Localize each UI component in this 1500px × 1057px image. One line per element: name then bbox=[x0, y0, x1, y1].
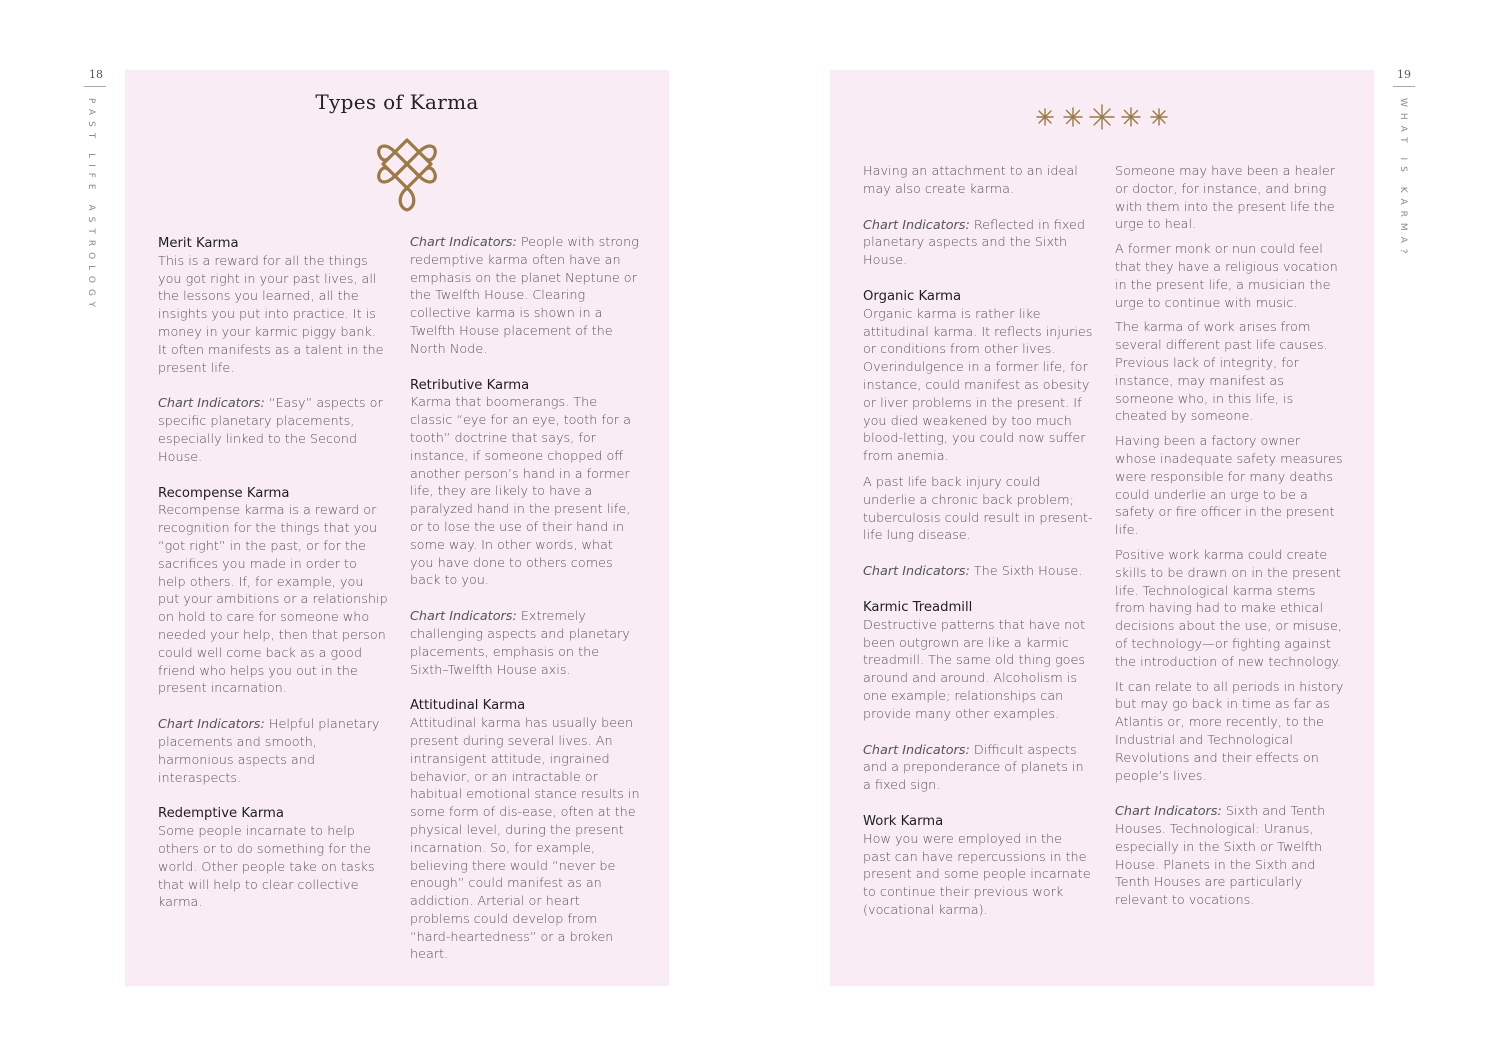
organic-chart-indicators-text: The Sixth House. bbox=[969, 564, 1083, 580]
heading-organic-karma: Organic Karma bbox=[863, 288, 962, 304]
retributive-karma-body: Karma that boomerangs. The classic “eye for an eye, tooth for a tooth” doctrine that says, for instance, if someone chopped off another person’s hand in a former life, they are likely to have a paralyzed hand in the present life, or to lose the use of their hand in some way. In other words, what you have done to others comes back to you. bbox=[410, 395, 631, 589]
recompense-karma-body: Recompense karma is a reward or recognition for the things that you “got right” in the past, or for the sacrifices you made in order to help others. If, for example, you put your ambitions or a relationship on hold to care for someone who needed your help, then that person could well come back as a good friend who helps you out in the present incarnation. bbox=[158, 503, 388, 697]
work-chart-indicators-label: Chart Indicators: bbox=[1115, 804, 1222, 820]
work-chart-indicators-text: Sixth and Tenth Houses. Technological: Uranus, especially in the Sixth or Twelfth House. Planets in the Sixth and Tenth Houses are particularly relevant to vocations. bbox=[1115, 804, 1326, 909]
work-karma-body: How you were employed in the past can have repercussions in the present and some people incarnate to continue their previous work (vocational karma). bbox=[863, 831, 1091, 918]
karmic-treadmill-body: Destructive patterns that have not been outgrown are like a karmic treadmill. The same old thing goes around and around. Alcoholism is one example; relationships can provide many other examples. bbox=[863, 617, 1086, 722]
recompense-chart-indicators-label: Chart Indicators: bbox=[158, 717, 265, 733]
treadmill-chart-indicators-label: Chart Indicators: bbox=[863, 742, 970, 758]
running-head-right: WHAT IS KARMA? bbox=[1398, 98, 1408, 260]
right-column-2 bbox=[1115, 163, 1345, 930]
retributive-chart-indicators-text: Extremely challenging aspects and planetary placements, emphasis on the Sixth–Twelfth House axis. bbox=[410, 609, 630, 678]
work-causes-paragraph: The karma of work arises from several different past life causes. Previous lack of integrity, for instance, may manifest as someone who, in this life, is cheated by someone. bbox=[1115, 320, 1328, 425]
left-column-2 bbox=[410, 234, 640, 982]
heading-recompense-karma: Recompense Karma bbox=[158, 485, 290, 501]
attachment-chart-indicators-text: Reflected in fixed planetary aspects and the Sixth House. bbox=[863, 217, 1086, 269]
page-title: Types of Karma bbox=[315, 90, 479, 114]
right-column-1 bbox=[863, 163, 1093, 938]
organic-karma-body-2: A past life back injury could underlie a chronic back problem; tuberculosis could result in present-life lung disease. bbox=[863, 474, 1093, 544]
redemptive-chart-indicators-label: Chart Indicators: bbox=[410, 235, 517, 250]
healer-paragraph: Someone may have been a healer or doctor, for instance, and bring with them into the present life the urge to heal. bbox=[1115, 164, 1336, 233]
page-number-rule-left bbox=[84, 86, 106, 87]
merit-chart-indicators-text: “Easy” aspects or specific planetary placements, especially linked to the Second House. bbox=[158, 396, 383, 465]
attachment-chart-indicators-label: Chart Indicators: bbox=[863, 217, 970, 233]
organic-chart-indicators-label: Chart Indicators: bbox=[863, 564, 970, 580]
merit-chart-indicators-label: Chart Indicators: bbox=[158, 396, 265, 412]
stars-ornament-icon bbox=[1032, 102, 1172, 132]
page-number-rule-right bbox=[1393, 86, 1415, 87]
redemptive-karma-body: Some people incarnate to help others or to do something for the world. Other people take on tasks that will help to clear collective karma. bbox=[158, 824, 375, 911]
history-periods-paragraph: It can relate to all periods in history but may go back in time as far as Atlantis or, more recently, to the Industrial and Technological Revolutions and their effects on people’s lives. bbox=[1115, 679, 1344, 784]
factory-owner-paragraph: Having been a factory owner whose inadequate safety measures were responsible for many deaths could underlie an urge to be a safety or fire officer in the present life. bbox=[1115, 434, 1343, 539]
endless-knot-icon bbox=[375, 136, 439, 214]
organic-karma-body: Organic karma is rather like attitudinal karma. It reflects injuries or conditions from other lives. Overindulgence in a former life, for instance, could manifest as obesity or liver problems in the present. If you died weakened by too much blood-letting, you could now suffer from anemia. bbox=[863, 306, 1093, 465]
retributive-chart-indicators-label: Chart Indicators: bbox=[410, 609, 517, 625]
heading-merit-karma: Merit Karma bbox=[158, 236, 239, 251]
monk-paragraph: A former monk or nun could feel that they have a religious vocation in the present life, a musician the urge to continue with music. bbox=[1115, 242, 1338, 311]
left-column-1 bbox=[158, 235, 388, 930]
merit-karma-body: This is a reward for all the things you got right in your past lives, all the lessons you learned, all the insights you put into practice. It is money in your karmic piggy bank. It often manifests as a talent in the present life. bbox=[158, 253, 384, 376]
heading-attitudinal-karma: Attitudinal Karma bbox=[410, 698, 526, 714]
heading-redemptive-karma: Redemptive Karma bbox=[158, 806, 284, 822]
page-number-right: 19 bbox=[1397, 68, 1411, 81]
attachment-ideal-text: Having an attachment to an ideal may also create karma. bbox=[863, 164, 1078, 197]
recompense-chart-indicators-text: Helpful planetary placements and smooth, harmonious aspects and interaspects. bbox=[158, 717, 380, 786]
attitudinal-karma-body: Attitudinal karma has usually been present during several lives. An intransigent attitude, ingrained behavior, or an intractable or habitual emotional stance results in some form of dis-ease, often at the physical level, during the present incarnation. So, for example, believing there would “never be enough” could manifest as an addiction. Arterial or heart problems could develop from “hard-heartedness” or a broken heart. bbox=[410, 716, 640, 963]
page-number-left: 18 bbox=[89, 68, 103, 81]
treadmill-chart-indicators-text: Difficult aspects and a preponderance of planets in a fixed sign. bbox=[863, 742, 1084, 794]
heading-retributive-karma: Retributive Karma bbox=[410, 377, 530, 393]
redemptive-chart-indicators-text: People with strong redemptive karma often have an emphasis on the planet Neptune or the Twelfth House. Clearing collective karma is shown in a Twelfth House placement of the North Node. bbox=[410, 235, 639, 357]
positive-work-karma-paragraph: Positive work karma could create skills to be drawn on in the present life. Technological karma stems from having had to make ethical decisions about the use, or misuse, of technology—or fighting against the introduction of new technology. bbox=[1115, 547, 1342, 670]
heading-karmic-treadmill: Karmic Treadmill bbox=[863, 599, 973, 615]
heading-work-karma: Work Karma bbox=[863, 813, 944, 829]
running-head-left: PAST LIFE ASTROLOGY bbox=[86, 98, 96, 313]
